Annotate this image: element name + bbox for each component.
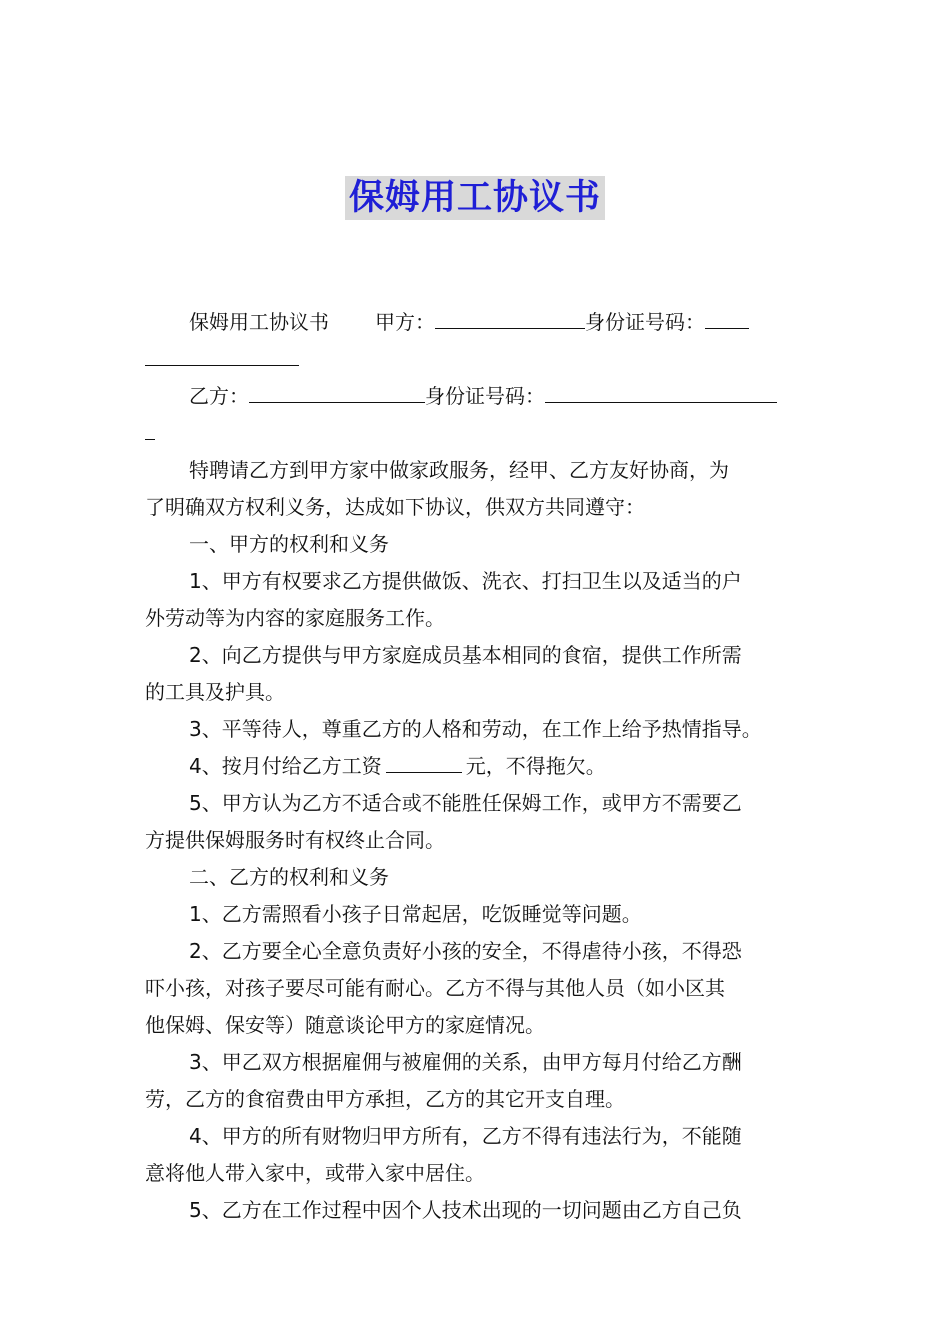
section1-item5-line1: 5、甲方认为乙方不适合或不能胜任保姆工作，或甲方不需要乙 [189,791,742,815]
section1-item1-line2: 外劳动等为内容的家庭服务工作。 [145,606,445,630]
section2-item5-line1: 5、乙方在工作过程中因个人技术出现的一切问题由乙方自己负 [189,1198,742,1222]
document-title: 保姆用工协议书 [345,176,605,220]
party-a-id-label: 身份证号码： [585,310,705,334]
party-b-blank [249,378,425,403]
section2-item3-line2: 劳，乙方的食宿费由甲方承担，乙方的其它开支自理。 [145,1087,625,1111]
party-a-label: 甲方： [375,310,435,334]
party-b-line [145,378,809,415]
party-b-id-blank [545,378,777,403]
document-body [145,304,809,1229]
section2-item4-line2: 意将他人带入家中，或带入家中居住。 [145,1161,485,1185]
title-container [0,176,950,220]
section2-item2-line1: 2、乙方要全心全意负责好小孩的安全，不得虐待小孩，不得恐 [189,939,742,963]
section2-heading: 二、乙方的权利和义务 [189,865,389,889]
section1-item2-line1: 2、向乙方提供与甲方家庭成员基本相同的食宿，提供工作所需 [189,643,742,667]
intro-line-2: 了明确双方权利义务，达成如下协议，供双方共同遵守： [145,495,645,519]
section2-item2-line3: 他保姆、保安等）随意谈论甲方的家庭情况。 [145,1013,545,1037]
section2-item4-line1: 4、甲方的所有财物归甲方所有，乙方不得有违法行为，不能随 [189,1124,742,1148]
party-a-id-blank-start [705,304,749,329]
party-b-label: 乙方： [189,384,249,408]
section1-item4-pre: 4、按月付给乙方工资 [189,754,382,778]
party-a-line [145,304,809,341]
party-a-id-blank-end [145,341,299,366]
section1-item3: 3、平等待人，尊重乙方的人格和劳动，在工作上给予热情指导。 [189,717,762,741]
party-a-blank [435,304,585,329]
section1-item4-post: 元，不得拖欠。 [465,754,606,778]
intro-line-1: 特聘请乙方到甲方家中做家政服务，经甲、乙方友好协商，为 [189,458,729,482]
section2-item2-line2: 吓小孩，对孩子要尽可能有耐心。乙方不得与其他人员（如小区其 [145,976,725,1000]
doc-name-text: 保姆用工协议书 [189,310,329,334]
section1-item2-line2: 的工具及护具。 [145,680,285,704]
salary-blank [386,748,462,773]
section1-item4 [145,748,809,785]
party-b-id-blank-end [145,415,155,440]
section1-item5-line2: 方提供保姆服务时有权终止合同。 [145,828,445,852]
party-b-id-label: 身份证号码： [425,384,545,408]
party-a-id-continuation [145,341,809,378]
section2-item1: 1、乙方需照看小孩子日常起居，吃饭睡觉等问题。 [189,902,642,926]
section1-heading: 一、甲方的权利和义务 [189,532,389,556]
party-b-id-continuation [145,415,809,452]
section1-item1-line1: 1、甲方有权要求乙方提供做饭、洗衣、打扫卫生以及适当的户 [189,569,742,593]
section2-item3-line1: 3、甲乙双方根据雇佣与被雇佣的关系，由甲方每月付给乙方酬 [189,1050,742,1074]
